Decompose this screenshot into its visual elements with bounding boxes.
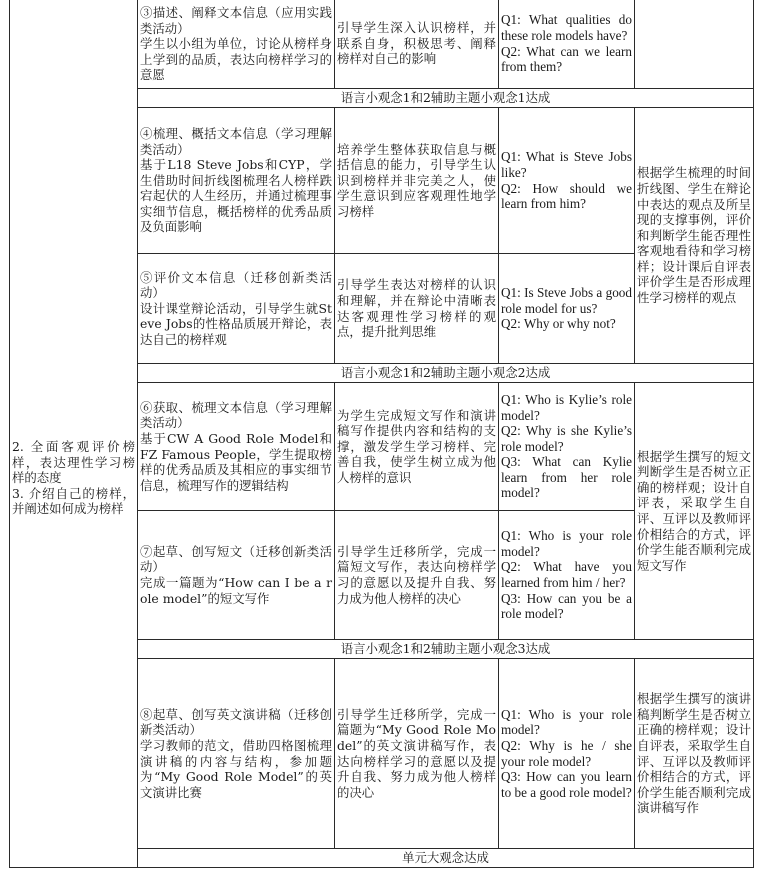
activity-cell	[138, 659, 335, 849]
questions-cell	[499, 0, 635, 89]
milestone-band: 语言小观念1和2辅助主题小观念3达成	[138, 640, 754, 659]
intent-text: 引导学生迁移所学，完成一篇题为“My Good Role Model”的英文演讲稿写作，表达向榜样学习的意愿以及提升自我、努力成为他人榜样的决心	[337, 706, 496, 800]
table-row	[10, 108, 754, 254]
assessment-text: 根据学生撰写的演讲稿判断学生是否树立正确的榜样观；设计自评表，采取学生自评、互评以及教师评价相结合的方式，评价学生能否顺利完成演讲稿写作	[637, 691, 751, 816]
intent-cell	[335, 0, 499, 89]
intent-text: 培养学生整体获取信息与概括信息的能力，引导学生认识到榜样并非完美之人，使学生意识到应客观理性地学习榜样	[337, 141, 496, 219]
intent-cell	[335, 383, 499, 511]
questions-cell	[499, 108, 635, 254]
activity-cell	[138, 383, 335, 511]
questions-text: Q1: Is Steve Jobs a good role model for us? Q2: Why or why not?	[501, 285, 632, 332]
activity-cell	[138, 511, 335, 640]
milestone-row	[10, 849, 754, 868]
intent-text: 引导学生迁移所学，完成一篇短文写作，表达向榜样学习的意愿以及提升自我、努力成为他人榜样的决心	[337, 543, 496, 606]
activity-cell	[138, 108, 335, 254]
milestone-row	[10, 89, 754, 108]
activity-text: ④梳理、概括文本信息（学习理解类活动） 基于L18 Steve Jobs和CYP，学生借助时间折线图梳理名人榜样跌宕起伏的人生经历，并通过梳理事实细节信息，概括榜样的优秀品质及负面影响	[140, 125, 332, 235]
questions-text: Q1: What qualities do these role models have? Q2: What can we learn from them?	[501, 12, 632, 75]
intent-text: 引导学生表达对榜样的认识和理解，并在辩论中清晰表达客观理性学习榜样的观点，提升批判思维	[337, 277, 496, 340]
intent-cell	[335, 659, 499, 849]
intent-cell	[335, 108, 499, 254]
questions-text: Q1: Who is your role model? Q2: Why is he / she your role model? Q3: How can you learn to be a good role model?	[501, 706, 632, 800]
milestone-band: 语言小观念1和2辅助主题小观念1达成	[138, 89, 754, 108]
milestone-band: 单元大观念达成	[138, 849, 754, 868]
table-row	[10, 0, 754, 89]
milestone-band: 语言小观念1和2辅助主题小观念2达成	[138, 364, 754, 383]
intent-text: 为学生完成短文写作和演讲稿写作提供内容和结构的支撑，激发学生学习榜样、完善自我，使学生树立成为他人榜样的意识	[337, 407, 496, 485]
activity-text: ⑥获取、梳理文本信息（学习理解类活动） 基于CW A Good Role Model和FZ Famous People，学生提取榜样的优秀品质及其相应的事实细节信息，梳理写作的逻辑结构	[140, 399, 332, 493]
questions-text: Q1: What is Steve Jobs like? Q2: How should we learn from him?	[501, 149, 632, 212]
activity-text: ③描述、阐释文本信息（应用实践类活动） 学生以小组为单位，讨论从榜样身上学到的品质，表达向榜样学习的意愿	[140, 5, 332, 83]
assessment-text: 根据学生撰写的短文判断学生是否树立正确的榜样观；设计自评表，采取学生自评、互评以及教师评价相结合的方式，评价学生能否顺利完成短文写作	[637, 448, 751, 573]
assessment-cell	[635, 383, 754, 640]
objective-cell-spacer	[10, 89, 138, 108]
questions-cell	[499, 659, 635, 849]
activity-cell	[138, 254, 335, 364]
intent-cell	[335, 511, 499, 640]
activity-cell	[138, 0, 335, 89]
objectives-text: 2. 全面客观评价榜样，表达理性学习榜样的态度 3. 介绍自己的榜样，并阐述如何成为榜样	[12, 439, 135, 517]
questions-cell	[499, 383, 635, 511]
intent-text: 引导学生深入认识榜样，并联系自身，积极思考、阐释榜样对自己的影响	[337, 20, 496, 67]
questions-text: Q1: Who is Kylie’s role model? Q2: Why is she Kylie’s role model? Q3: What can Kylie learn from her role model?	[501, 391, 632, 501]
activity-text: ⑤评价文本信息（迁移创新类活动） 设计课堂辩论活动，引导学生就Steve Jobs的性格品质展开辩论，表达自己的榜样观	[140, 269, 332, 347]
questions-cell	[499, 511, 635, 640]
questions-text: Q1: Who is your role model? Q2: What have you learned from him / her? Q3: How can you be a role model?	[501, 528, 632, 622]
activity-text: ⑦起草、创写短文（迁移创新类活动） 完成一篇题为“How can I be a role model”的短文写作	[140, 543, 332, 606]
objectives-cell	[10, 108, 138, 849]
assessment-cell	[635, 659, 754, 849]
assessment-text: 根据学生梳理的时间折线图、学生在辩论中表达的观点及所呈现的支撑事例，评价和判断学生能否理性客观地看待和学习榜样；设计课后自评表评价学生是否形成理性学习榜样的观点	[637, 165, 751, 306]
activity-text: ⑧起草、创写英文演讲稿（迁移创新类活动） 学习教师的范文，借助四格图梳理演讲稿的内容与结构，参加题为“My Good Role Model”的英文演讲比赛	[140, 706, 332, 800]
assessment-cell	[635, 0, 754, 89]
questions-cell	[499, 254, 635, 364]
lesson-design-table	[9, 0, 754, 868]
objective-cell-upper	[10, 0, 138, 89]
assessment-cell	[635, 108, 754, 364]
objective-cell-lower	[10, 849, 138, 868]
intent-cell	[335, 254, 499, 364]
